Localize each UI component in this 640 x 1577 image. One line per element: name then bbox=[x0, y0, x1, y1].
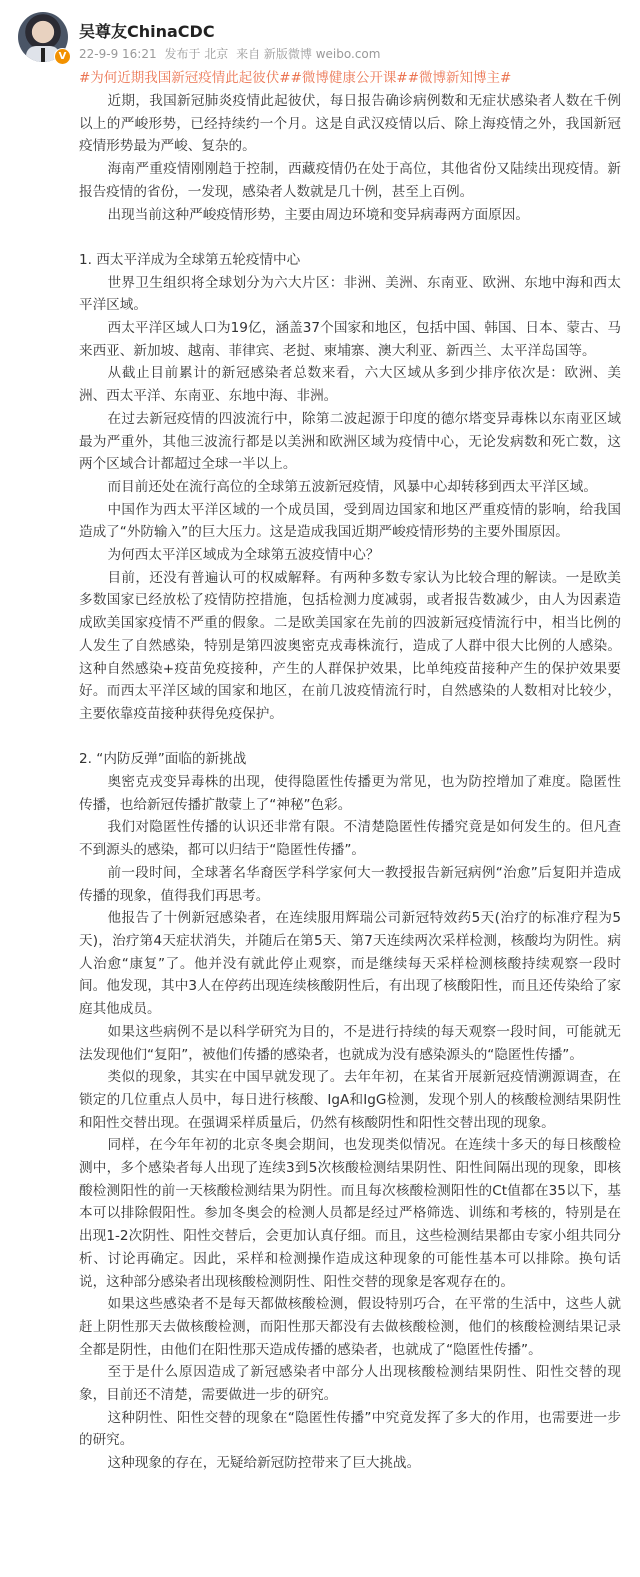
paragraph: 从截止目前累计的新冠感染者总数来看，六大区域从多到少排序依次是：欧洲、美洲、西太平洋、东南亚、东地中海、非洲。 bbox=[79, 365, 621, 405]
paragraph: 这种现象的存在，无疑给新冠防控带来了巨大挑战。 bbox=[107, 1455, 421, 1472]
paragraph: 出现当前这种严峻疫情形势，主要由周边环境和变异病毒两方面原因。 bbox=[107, 206, 529, 223]
avatar-tie bbox=[41, 48, 45, 62]
paragraph: 在过去新冠疫情的四波流行中，除第二波起源于印度的德尔塔变异毒株以东南亚区域最为严重外，其他三波流行都是以美洲和欧洲区域为疫情中心，无论发病数和死亡数，这两个区域合计都超过全球一半以上。 bbox=[79, 410, 621, 473]
verified-badge-icon: V bbox=[54, 48, 71, 65]
post-location: 发布于 北京 bbox=[164, 47, 229, 61]
paragraph: 前一段时间，全球著名华裔医学科学家何大一教授报告新冠病例“治愈”后复阳并造成传播的现象，值得我们再思考。 bbox=[79, 864, 621, 904]
paragraph: 这种阴性、阳性交替的现象在“隐匿性传播”中究竟发挥了多大的作用，也需要进一步的研究。 bbox=[79, 1409, 621, 1449]
paragraph: 如果这些感染者不是每天都做核酸检测，假设特别巧合，在平常的生活中，这些人就赶上阴性那天去做核酸检测，而阳性那天都没有去做核酸检测，他们的核酸检测结果记录全都是阴性，由他们在阳性那天造成传播的感染者，也就成了“隐匿性传播”。 bbox=[79, 1296, 621, 1358]
post-source: 来自 新版微博 weibo.com bbox=[236, 47, 381, 61]
paragraph: 如果这些病例不是以科学研究为目的，不是进行持续的每天观察一段时间，可能就无法发现他们“复阳”，被他们传播的感染者，也就成为没有感染源头的“隐匿性传播”。 bbox=[79, 1023, 621, 1063]
post-content bbox=[79, 90, 621, 1475]
paragraph: 海南严重疫情刚刚趋于控制，西藏疫情仍在处于高位，其他省份又陆续出现疫情。新报告疫情的省份，一发现，感染者人数就是几十例，甚至上百例。 bbox=[79, 161, 621, 200]
paragraph: 我们对隐匿性传播的认识还非常有限。不清楚隐匿性传播究竟是如何发生的。但凡查不到源头的感染，都可以归结于“隐匿性传播”。 bbox=[79, 819, 621, 859]
paragraph: 世界卫生组织将全球划分为六大片区：非洲、美洲、东南亚、欧洲、东地中海和西太平洋区域。 bbox=[79, 274, 621, 314]
post-meta bbox=[79, 45, 384, 62]
hashtags[interactable]: #为何近期我国新冠疫情此起彼伏##微博健康公开课##微博新知博主# bbox=[79, 70, 512, 86]
paragraph: 至于是什么原因造成了新冠感染者中部分人出现核酸检测结果阴性、阳性交替的现象，目前还不清楚，需要做进一步的研究。 bbox=[79, 1364, 621, 1404]
paragraph: 同样，在今年年初的北京冬奥会期间，也发现类似情况。在连续十多天的每日核酸检测中，多个感染者每人出现了连续3到5次核酸检测结果阴性、阳性间隔出现的现象，即核酸检测阳性的前一天核酸检测结果为阴性。而且每次核酸检测阳性的Ct值都在35以下，基本可以排除假阳性。参加冬奥会的检测人员都是经过严格筛选、训练和考核的，特别是在出现1-2次阴性、阳性交替后，会更加认真仔细。而且，这些检测结果都由专家小组共同分析、讨论再确定。因此，采样和检测操作造成这种现象的可能性基本可以排除。换句话说，这种部分感染者出现核酸检测阴性、阳性交替的现象是客观存在的。 bbox=[79, 1137, 621, 1290]
paragraph: 而目前还处在流行高位的全球第五波新冠疫情，风暴中心却转移到西太平洋区域。 bbox=[107, 478, 597, 495]
section-heading: 1. 西太平洋成为全球第五轮疫情中心 bbox=[79, 251, 301, 268]
paragraph: 中国作为西太平洋区域的一个成员国，受到周边国家和地区严重疫情的影响，给我国造成了“外防输入”的巨大压力。这是造成我国近期严峻疫情形势的主要外围原因。 bbox=[79, 501, 621, 541]
paragraph: 奥密克戎变异毒株的出现，使得隐匿性传播更为常见，也为防控增加了难度。隐匿性传播，也给新冠传播扩散蒙上了“神秘”色彩。 bbox=[79, 774, 621, 813]
paragraph: 他报告了十例新冠感染者，在连续服用辉瑞公司新冠特效药5天(治疗的标准疗程为5天)，治疗第4天症状消失，并随后在第5天、第7天连续两次采样检测，核酸均为阴性。病人治愈“康复”了。他并没有就此停止观察，而是继续每天采样检测核酸持续观察一段时间。他发现，其中3人在停药出现连续核酸阴性后，有出现了核酸阳性，而且还传染给了家庭其他成员。 bbox=[79, 910, 621, 1018]
paragraph: 近期，我国新冠肺炎疫情此起彼伏，每日报告确诊病例数和无症状感染者人数在千例以上的严峻形势，已经持续约一个月。这是自武汉疫情以后、除上海疫情之外，我国新冠疫情形势最为严峻、复杂的。 bbox=[79, 93, 621, 155]
author-name[interactable]: 吴尊友ChinaCDC bbox=[79, 22, 215, 41]
section-heading: 2. “内防反弹”面临的新挑战 bbox=[79, 751, 247, 768]
paragraph: 为何西太平洋区域成为全球第五波疫情中心？ bbox=[107, 547, 380, 564]
paragraph: 西太平洋区域人口为19亿，涵盖37个国家和地区，包括中国、韩国、日本、蒙古、马来西亚、新加坡、越南、菲律宾、老挝、柬埔寨、澳大利亚、新西兰、太平洋岛国等。 bbox=[79, 320, 621, 359]
post-time[interactable]: 22-9-9 16:21 bbox=[79, 47, 157, 61]
paragraph: 目前，还没有普遍认可的权威解释。有两种多数专家认为比较合理的解读。一是欧美多数国家已经放松了疫情防控措施，包括检测力度减弱，或者报告数减少，由人为因素造成欧美国家疫情不严重的假象。二是欧美国家在先前的四波新冠疫情流行中，相当比例的人发生了自然感染，特别是第四波奥密克戎毒株流行，造成了人群中很大比例的人感染。这种自然感染+疫苗免疫接种，产生的人群保护效果，比单纯疫苗接种产生的保护效果要好。而西太平洋区域的国家和地区，在前几波疫情流行时，自然感染的人数相对比较少，主要依靠疫苗接种获得免疫保护。 bbox=[79, 569, 621, 722]
paragraph: 类似的现象，其实在中国早就发现了。去年年初，在某省开展新冠疫情溯源调查，在锁定的几位重点人员中，每日进行核酸、IgA和IgG检测，发现个别人的核酸检测结果阴性和阳性交替出现。在强调采样质量后，仍然有核酸阴性和阳性交替出现的现象。 bbox=[79, 1069, 621, 1131]
